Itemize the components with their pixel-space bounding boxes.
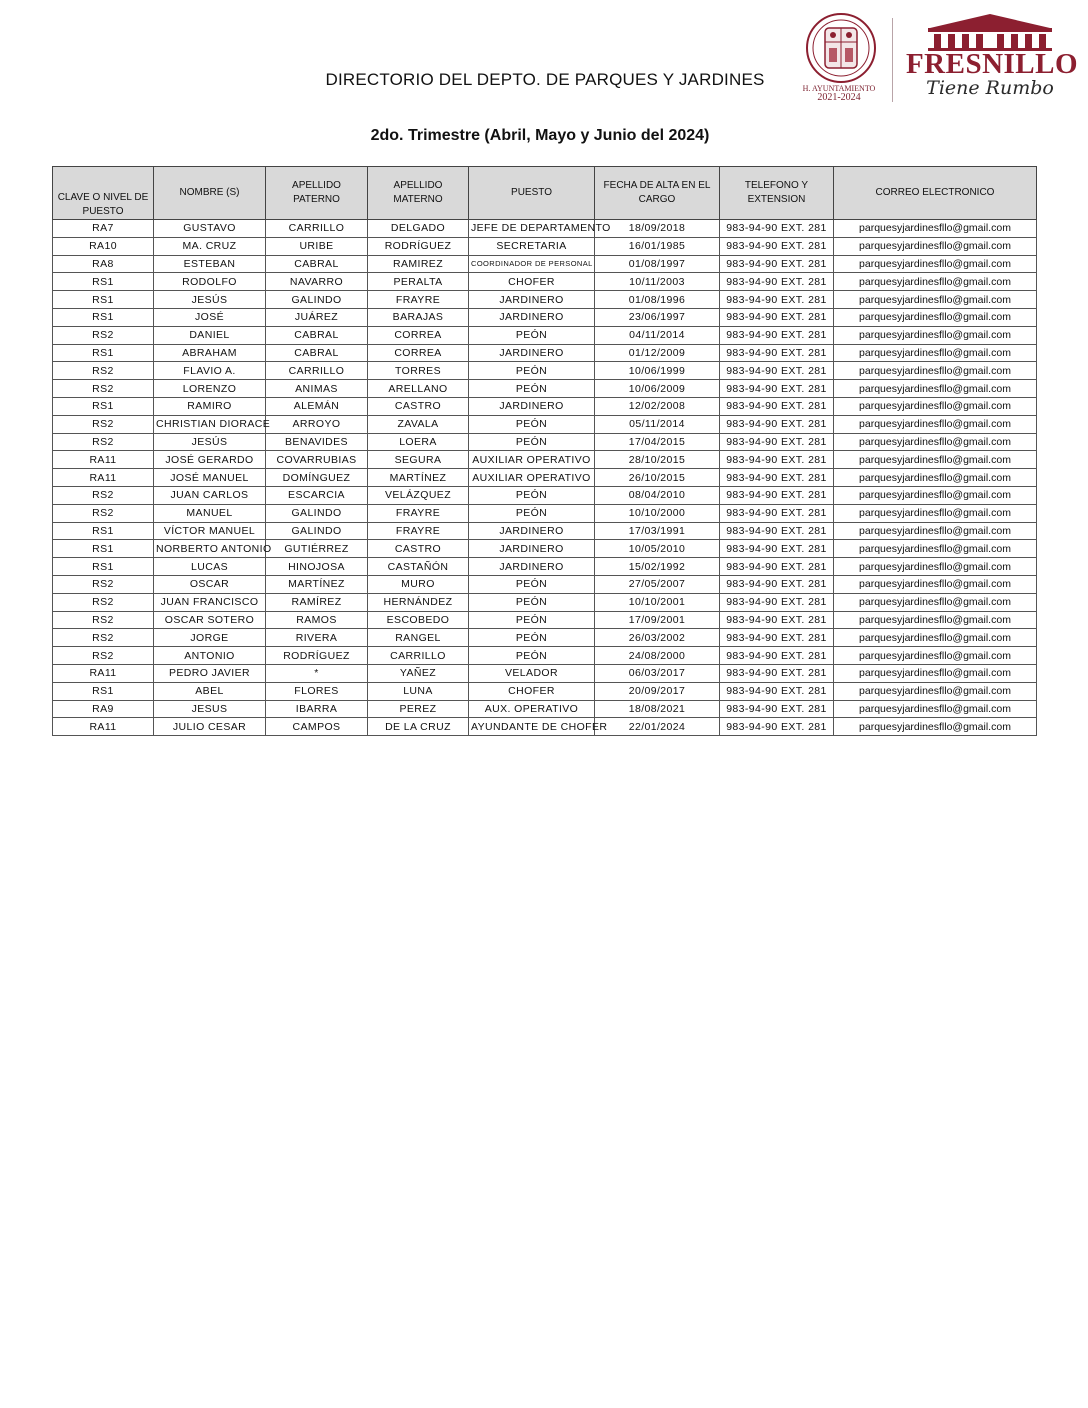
- cell-telefono: 983-94-90 EXT. 281: [720, 575, 834, 593]
- cell-puesto: JARDINERO: [469, 291, 595, 309]
- cell-telefono: 983-94-90 EXT. 281: [720, 397, 834, 415]
- cell-correo[interactable]: parquesyjardinesfllo@gmail.com: [834, 700, 1037, 718]
- cell-apellido-paterno: CABRAL: [266, 344, 368, 362]
- cell-correo[interactable]: parquesyjardinesfllo@gmail.com: [834, 647, 1037, 665]
- table-row: [53, 504, 1037, 522]
- cell-telefono: 983-94-90 EXT. 281: [720, 433, 834, 451]
- cell-apellido-paterno: ANIMAS: [266, 380, 368, 398]
- column-header-nombre: NOMBRE (S): [154, 167, 266, 220]
- table-row: [53, 326, 1037, 344]
- cell-clave: RA11: [53, 451, 154, 469]
- cell-puesto: PEÓN: [469, 362, 595, 380]
- cell-telefono: 983-94-90 EXT. 281: [720, 291, 834, 309]
- cell-nombre: JESÚS: [154, 291, 266, 309]
- cell-clave: RS2: [53, 415, 154, 433]
- cell-apellido-materno: CASTRO: [368, 397, 469, 415]
- cell-fecha-alta: 20/09/2017: [595, 682, 720, 700]
- cell-puesto: PEÓN: [469, 629, 595, 647]
- cell-fecha-alta: 01/12/2009: [595, 344, 720, 362]
- cell-correo[interactable]: parquesyjardinesfllo@gmail.com: [834, 486, 1037, 504]
- cell-fecha-alta: 08/04/2010: [595, 486, 720, 504]
- table-row: [53, 380, 1037, 398]
- cell-telefono: 983-94-90 EXT. 281: [720, 273, 834, 291]
- cell-apellido-materno: MARTÍNEZ: [368, 469, 469, 487]
- cell-apellido-materno: LOERA: [368, 433, 469, 451]
- cell-nombre: ANTONIO: [154, 647, 266, 665]
- cell-telefono: 983-94-90 EXT. 281: [720, 718, 834, 736]
- cell-fecha-alta: 12/02/2008: [595, 397, 720, 415]
- cell-correo[interactable]: parquesyjardinesfllo@gmail.com: [834, 629, 1037, 647]
- cell-clave: RS2: [53, 326, 154, 344]
- cell-telefono: 983-94-90 EXT. 281: [720, 700, 834, 718]
- cell-correo[interactable]: parquesyjardinesfllo@gmail.com: [834, 380, 1037, 398]
- cell-nombre: NORBERTO ANTONIO: [154, 540, 266, 558]
- cell-telefono: 983-94-90 EXT. 281: [720, 451, 834, 469]
- cell-correo[interactable]: parquesyjardinesfllo@gmail.com: [834, 540, 1037, 558]
- cell-puesto: AUXILIAR OPERATIVO: [469, 451, 595, 469]
- table-row: [53, 397, 1037, 415]
- cell-puesto: JARDINERO: [469, 344, 595, 362]
- cell-clave: RS2: [53, 486, 154, 504]
- cell-puesto: CHOFER: [469, 682, 595, 700]
- page-title: DIRECTORIO DEL DEPTO. DE PARQUES Y JARDINES: [325, 70, 765, 89]
- cell-correo[interactable]: parquesyjardinesfllo@gmail.com: [834, 326, 1037, 344]
- cell-puesto: COORDINADOR DE PERSONAL: [469, 255, 595, 273]
- cell-nombre: ESTEBAN: [154, 255, 266, 273]
- table-row: [53, 629, 1037, 647]
- cell-clave: RS1: [53, 540, 154, 558]
- table-row: [53, 486, 1037, 504]
- cell-apellido-materno: RAMIREZ: [368, 255, 469, 273]
- cell-apellido-paterno: HINOJOSA: [266, 558, 368, 576]
- cell-apellido-paterno: ARROYO: [266, 415, 368, 433]
- cell-telefono: 983-94-90 EXT. 281: [720, 486, 834, 504]
- table-row: [53, 522, 1037, 540]
- cell-puesto: AUXILIAR OPERATIVO: [469, 469, 595, 487]
- table-header-row: [53, 167, 1037, 220]
- cell-fecha-alta: 01/08/1996: [595, 291, 720, 309]
- cell-fecha-alta: 01/08/1997: [595, 255, 720, 273]
- cell-telefono: 983-94-90 EXT. 281: [720, 664, 834, 682]
- cell-puesto: JARDINERO: [469, 540, 595, 558]
- cell-nombre: ABEL: [154, 682, 266, 700]
- cell-correo[interactable]: parquesyjardinesfllo@gmail.com: [834, 291, 1037, 309]
- table-row: [53, 664, 1037, 682]
- cell-puesto: PEÓN: [469, 380, 595, 398]
- cell-apellido-paterno: CAMPOS: [266, 718, 368, 736]
- cell-apellido-paterno: MARTÍNEZ: [266, 575, 368, 593]
- cell-apellido-materno: CASTRO: [368, 540, 469, 558]
- cell-apellido-materno: PEREZ: [368, 700, 469, 718]
- table-row: [53, 558, 1037, 576]
- cell-apellido-materno: CORREA: [368, 326, 469, 344]
- cell-puesto: CHOFER: [469, 273, 595, 291]
- cell-clave: RS1: [53, 682, 154, 700]
- cell-telefono: 983-94-90 EXT. 281: [720, 522, 834, 540]
- cell-telefono: 983-94-90 EXT. 281: [720, 237, 834, 255]
- cell-fecha-alta: 18/09/2018: [595, 220, 720, 238]
- cell-fecha-alta: 26/03/2002: [595, 629, 720, 647]
- cell-clave: RS1: [53, 397, 154, 415]
- cell-fecha-alta: 22/01/2024: [595, 718, 720, 736]
- cell-correo[interactable]: parquesyjardinesfllo@gmail.com: [834, 664, 1037, 682]
- table-row: [53, 451, 1037, 469]
- cell-apellido-materno: FRAYRE: [368, 291, 469, 309]
- cell-clave: RA7: [53, 220, 154, 238]
- cell-apellido-materno: CARRILLO: [368, 647, 469, 665]
- table-row: [53, 647, 1037, 665]
- cell-nombre: FLAVIO A.: [154, 362, 266, 380]
- table-row: [53, 682, 1037, 700]
- cell-correo[interactable]: parquesyjardinesfllo@gmail.com: [834, 451, 1037, 469]
- cell-fecha-alta: 10/11/2003: [595, 273, 720, 291]
- cell-apellido-paterno: RAMÍREZ: [266, 593, 368, 611]
- cell-clave: RA10: [53, 237, 154, 255]
- column-header-apellido-paterno: APELLIDO PATERNO: [266, 167, 368, 220]
- cell-correo[interactable]: parquesyjardinesfllo@gmail.com: [834, 255, 1037, 273]
- table-row: [53, 611, 1037, 629]
- cell-fecha-alta: 17/03/1991: [595, 522, 720, 540]
- cell-telefono: 983-94-90 EXT. 281: [720, 647, 834, 665]
- cell-correo[interactable]: parquesyjardinesfllo@gmail.com: [834, 433, 1037, 451]
- cell-correo[interactable]: parquesyjardinesfllo@gmail.com: [834, 273, 1037, 291]
- table-row: [53, 362, 1037, 380]
- column-header-correo: CORREO ELECTRONICO: [834, 167, 1037, 220]
- cell-fecha-alta: 10/06/1999: [595, 362, 720, 380]
- table-row: [53, 575, 1037, 593]
- cell-apellido-materno: ARELLANO: [368, 380, 469, 398]
- cell-nombre: RAMIRO: [154, 397, 266, 415]
- cell-puesto: PEÓN: [469, 611, 595, 629]
- cell-correo[interactable]: parquesyjardinesfllo@gmail.com: [834, 220, 1037, 238]
- logo-divider: [892, 18, 893, 102]
- cell-fecha-alta: 27/05/2007: [595, 575, 720, 593]
- cell-telefono: 983-94-90 EXT. 281: [720, 558, 834, 576]
- seal-caption-text: H. AYUNTAMIENTO: [802, 84, 876, 93]
- cell-puesto: PEÓN: [469, 504, 595, 522]
- cell-correo[interactable]: parquesyjardinesfllo@gmail.com: [834, 362, 1037, 380]
- seal-years: 2021-2024: [817, 92, 861, 103]
- cell-clave: RS2: [53, 575, 154, 593]
- cell-apellido-materno: FRAYRE: [368, 522, 469, 540]
- table-row: [53, 255, 1037, 273]
- cell-apellido-materno: LUNA: [368, 682, 469, 700]
- table-row: [53, 308, 1037, 326]
- cell-apellido-materno: FRAYRE: [368, 504, 469, 522]
- cell-correo[interactable]: parquesyjardinesfllo@gmail.com: [834, 504, 1037, 522]
- cell-clave: RS2: [53, 362, 154, 380]
- cell-clave: RS1: [53, 273, 154, 291]
- cell-apellido-materno: RANGEL: [368, 629, 469, 647]
- cell-apellido-paterno: DOMÍNGUEZ: [266, 469, 368, 487]
- cell-correo[interactable]: parquesyjardinesfllo@gmail.com: [834, 308, 1037, 326]
- cell-nombre: LORENZO: [154, 380, 266, 398]
- cell-fecha-alta: 16/01/1985: [595, 237, 720, 255]
- cell-nombre: JESUS: [154, 700, 266, 718]
- cell-nombre: JOSÉ GERARDO: [154, 451, 266, 469]
- cell-apellido-paterno: GALINDO: [266, 504, 368, 522]
- cell-nombre: DANIEL: [154, 326, 266, 344]
- table-row: [53, 415, 1037, 433]
- cell-correo[interactable]: parquesyjardinesfllo@gmail.com: [834, 397, 1037, 415]
- cell-telefono: 983-94-90 EXT. 281: [720, 593, 834, 611]
- table-row: [53, 540, 1037, 558]
- cell-clave: RS2: [53, 611, 154, 629]
- cell-apellido-paterno: ALEMÁN: [266, 397, 368, 415]
- table-row: [53, 273, 1037, 291]
- cell-nombre: JOSÉ MANUEL: [154, 469, 266, 487]
- brand-name: FRESNILLO: [905, 48, 1079, 80]
- cell-clave: RA9: [53, 700, 154, 718]
- cell-nombre: JUAN FRANCISCO: [154, 593, 266, 611]
- cell-nombre: ABRAHAM: [154, 344, 266, 362]
- cell-correo[interactable]: parquesyjardinesfllo@gmail.com: [834, 718, 1037, 736]
- cell-nombre: JUAN CARLOS: [154, 486, 266, 504]
- cell-fecha-alta: 10/10/2000: [595, 504, 720, 522]
- table-row: [53, 344, 1037, 362]
- cell-puesto: PEÓN: [469, 433, 595, 451]
- column-header-apellido-materno: APELLIDO MATERNO: [368, 167, 469, 220]
- cell-apellido-paterno: GALINDO: [266, 291, 368, 309]
- table-row: [53, 718, 1037, 736]
- cell-telefono: 983-94-90 EXT. 281: [720, 682, 834, 700]
- cell-nombre: LUCAS: [154, 558, 266, 576]
- cell-telefono: 983-94-90 EXT. 281: [720, 255, 834, 273]
- cell-apellido-paterno: GUTIÉRREZ: [266, 540, 368, 558]
- cell-apellido-materno: RODRÍGUEZ: [368, 237, 469, 255]
- cell-apellido-materno: HERNÁNDEZ: [368, 593, 469, 611]
- cell-telefono: 983-94-90 EXT. 281: [720, 611, 834, 629]
- cell-apellido-materno: ZAVALA: [368, 415, 469, 433]
- directory-table: [52, 166, 1037, 736]
- cell-telefono: 983-94-90 EXT. 281: [720, 415, 834, 433]
- brand-tagline: Tiene Rumbo: [926, 77, 1054, 99]
- cell-clave: RA8: [53, 255, 154, 273]
- cell-apellido-materno: TORRES: [368, 362, 469, 380]
- cell-fecha-alta: 10/06/2009: [595, 380, 720, 398]
- cell-clave: RA11: [53, 718, 154, 736]
- cell-correo[interactable]: parquesyjardinesfllo@gmail.com: [834, 237, 1037, 255]
- cell-correo[interactable]: parquesyjardinesfllo@gmail.com: [834, 415, 1037, 433]
- cell-apellido-materno: DE LA CRUZ: [368, 718, 469, 736]
- cell-puesto: PEÓN: [469, 486, 595, 504]
- cell-apellido-materno: BARAJAS: [368, 308, 469, 326]
- cell-nombre: VÍCTOR MANUEL: [154, 522, 266, 540]
- cell-nombre: CHRISTIAN DIORACE: [154, 415, 266, 433]
- cell-fecha-alta: 10/10/2001: [595, 593, 720, 611]
- cell-apellido-paterno: BENAVIDES: [266, 433, 368, 451]
- cell-clave: RS2: [53, 504, 154, 522]
- cell-apellido-paterno: RIVERA: [266, 629, 368, 647]
- cell-correo[interactable]: parquesyjardinesfllo@gmail.com: [834, 575, 1037, 593]
- cell-telefono: 983-94-90 EXT. 281: [720, 362, 834, 380]
- cell-puesto: JARDINERO: [469, 522, 595, 540]
- column-header-puesto: PUESTO: [469, 167, 595, 220]
- cell-nombre: GUSTAVO: [154, 220, 266, 238]
- cell-fecha-alta: 18/08/2021: [595, 700, 720, 718]
- cell-puesto: PEÓN: [469, 326, 595, 344]
- cell-clave: RS1: [53, 558, 154, 576]
- cell-telefono: 983-94-90 EXT. 281: [720, 469, 834, 487]
- cell-apellido-materno: ESCOBEDO: [368, 611, 469, 629]
- cell-telefono: 983-94-90 EXT. 281: [720, 540, 834, 558]
- cell-puesto: AUX. OPERATIVO: [469, 700, 595, 718]
- cell-puesto: PEÓN: [469, 647, 595, 665]
- cell-apellido-materno: CORREA: [368, 344, 469, 362]
- cell-clave: RS2: [53, 380, 154, 398]
- column-header-clave: CLAVE O NIVEL DE PUESTO: [53, 167, 154, 220]
- cell-apellido-materno: VELÁZQUEZ: [368, 486, 469, 504]
- cell-correo[interactable]: parquesyjardinesfllo@gmail.com: [834, 611, 1037, 629]
- cell-clave: RS1: [53, 291, 154, 309]
- cell-nombre: JOSÉ: [154, 308, 266, 326]
- page-subtitle: 2do. Trimestre (Abril, Mayo y Junio del 2024): [370, 127, 710, 144]
- cell-clave: RA11: [53, 664, 154, 682]
- cell-apellido-paterno: RAMOS: [266, 611, 368, 629]
- cell-apellido-paterno: ESCARCIA: [266, 486, 368, 504]
- cell-clave: RS2: [53, 647, 154, 665]
- cell-apellido-paterno: URIBE: [266, 237, 368, 255]
- cell-puesto: PEÓN: [469, 415, 595, 433]
- cell-puesto: PEÓN: [469, 575, 595, 593]
- table-row: [53, 469, 1037, 487]
- cell-fecha-alta: 10/05/2010: [595, 540, 720, 558]
- cell-apellido-paterno: RODRÍGUEZ: [266, 647, 368, 665]
- cell-apellido-paterno: GALINDO: [266, 522, 368, 540]
- cell-puesto: AYUNDANTE DE CHOFER: [469, 718, 595, 736]
- cell-correo[interactable]: parquesyjardinesfllo@gmail.com: [834, 522, 1037, 540]
- cell-apellido-paterno: CARRILLO: [266, 220, 368, 238]
- cell-apellido-paterno: CABRAL: [266, 326, 368, 344]
- cell-apellido-paterno: IBARRA: [266, 700, 368, 718]
- cell-nombre: MANUEL: [154, 504, 266, 522]
- table-row: [53, 291, 1037, 309]
- cell-clave: RS1: [53, 308, 154, 326]
- column-header-telefono: TELEFONO Y EXTENSION: [720, 167, 834, 220]
- cell-clave: RA11: [53, 469, 154, 487]
- cell-telefono: 983-94-90 EXT. 281: [720, 504, 834, 522]
- cell-nombre: OSCAR: [154, 575, 266, 593]
- cell-fecha-alta: 06/03/2017: [595, 664, 720, 682]
- cell-nombre: PEDRO JAVIER: [154, 664, 266, 682]
- cell-fecha-alta: 23/06/1997: [595, 308, 720, 326]
- cell-puesto: VELADOR: [469, 664, 595, 682]
- cell-apellido-paterno: *: [266, 664, 368, 682]
- cell-telefono: 983-94-90 EXT. 281: [720, 220, 834, 238]
- seal-caption: [796, 84, 882, 102]
- cell-nombre: MA. CRUZ: [154, 237, 266, 255]
- cell-telefono: 983-94-90 EXT. 281: [720, 380, 834, 398]
- cell-clave: RS2: [53, 629, 154, 647]
- cell-apellido-paterno: CARRILLO: [266, 362, 368, 380]
- cell-apellido-paterno: FLORES: [266, 682, 368, 700]
- table-row: [53, 433, 1037, 451]
- cell-telefono: 983-94-90 EXT. 281: [720, 308, 834, 326]
- cell-fecha-alta: 28/10/2015: [595, 451, 720, 469]
- cell-puesto: JARDINERO: [469, 308, 595, 326]
- cell-nombre: JORGE: [154, 629, 266, 647]
- cell-correo[interactable]: parquesyjardinesfllo@gmail.com: [834, 558, 1037, 576]
- cell-correo[interactable]: parquesyjardinesfllo@gmail.com: [834, 682, 1037, 700]
- cell-nombre: OSCAR SOTERO: [154, 611, 266, 629]
- cell-clave: RS2: [53, 593, 154, 611]
- cell-clave: RS1: [53, 522, 154, 540]
- cell-apellido-materno: YAÑEZ: [368, 664, 469, 682]
- cell-telefono: 983-94-90 EXT. 281: [720, 629, 834, 647]
- cell-correo[interactable]: parquesyjardinesfllo@gmail.com: [834, 593, 1037, 611]
- cell-apellido-paterno: JUÁREZ: [266, 308, 368, 326]
- cell-fecha-alta: 24/08/2000: [595, 647, 720, 665]
- cell-nombre: JESÚS: [154, 433, 266, 451]
- cell-apellido-materno: DELGADO: [368, 220, 469, 238]
- cell-telefono: 983-94-90 EXT. 281: [720, 344, 834, 362]
- cell-puesto: JARDINERO: [469, 397, 595, 415]
- cell-clave: RS2: [53, 433, 154, 451]
- cell-telefono: 983-94-90 EXT. 281: [720, 326, 834, 344]
- cell-fecha-alta: 26/10/2015: [595, 469, 720, 487]
- column-header-fecha-alta: FECHA DE ALTA EN EL CARGO: [595, 167, 720, 220]
- cell-fecha-alta: 05/11/2014: [595, 415, 720, 433]
- cell-correo[interactable]: parquesyjardinesfllo@gmail.com: [834, 344, 1037, 362]
- table-row: [53, 700, 1037, 718]
- cell-clave: RS1: [53, 344, 154, 362]
- cell-puesto: PEÓN: [469, 593, 595, 611]
- cell-apellido-materno: PERALTA: [368, 273, 469, 291]
- table-row: [53, 593, 1037, 611]
- cell-nombre: JULIO CESAR: [154, 718, 266, 736]
- cell-fecha-alta: 17/09/2001: [595, 611, 720, 629]
- cell-fecha-alta: 17/04/2015: [595, 433, 720, 451]
- cell-fecha-alta: 15/02/1992: [595, 558, 720, 576]
- cell-apellido-materno: MURO: [368, 575, 469, 593]
- cell-apellido-paterno: COVARRUBIAS: [266, 451, 368, 469]
- cell-puesto: JARDINERO: [469, 558, 595, 576]
- cell-apellido-paterno: NAVARRO: [266, 273, 368, 291]
- cell-apellido-materno: SEGURA: [368, 451, 469, 469]
- cell-puesto: JEFE DE DEPARTAMENTO: [469, 220, 595, 238]
- cell-fecha-alta: 04/11/2014: [595, 326, 720, 344]
- table-row: [53, 220, 1037, 238]
- cell-apellido-materno: CASTAÑÓN: [368, 558, 469, 576]
- table-row: [53, 237, 1037, 255]
- cell-apellido-paterno: CABRAL: [266, 255, 368, 273]
- cell-correo[interactable]: parquesyjardinesfllo@gmail.com: [834, 469, 1037, 487]
- cell-puesto: SECRETARIA: [469, 237, 595, 255]
- cell-nombre: RODOLFO: [154, 273, 266, 291]
